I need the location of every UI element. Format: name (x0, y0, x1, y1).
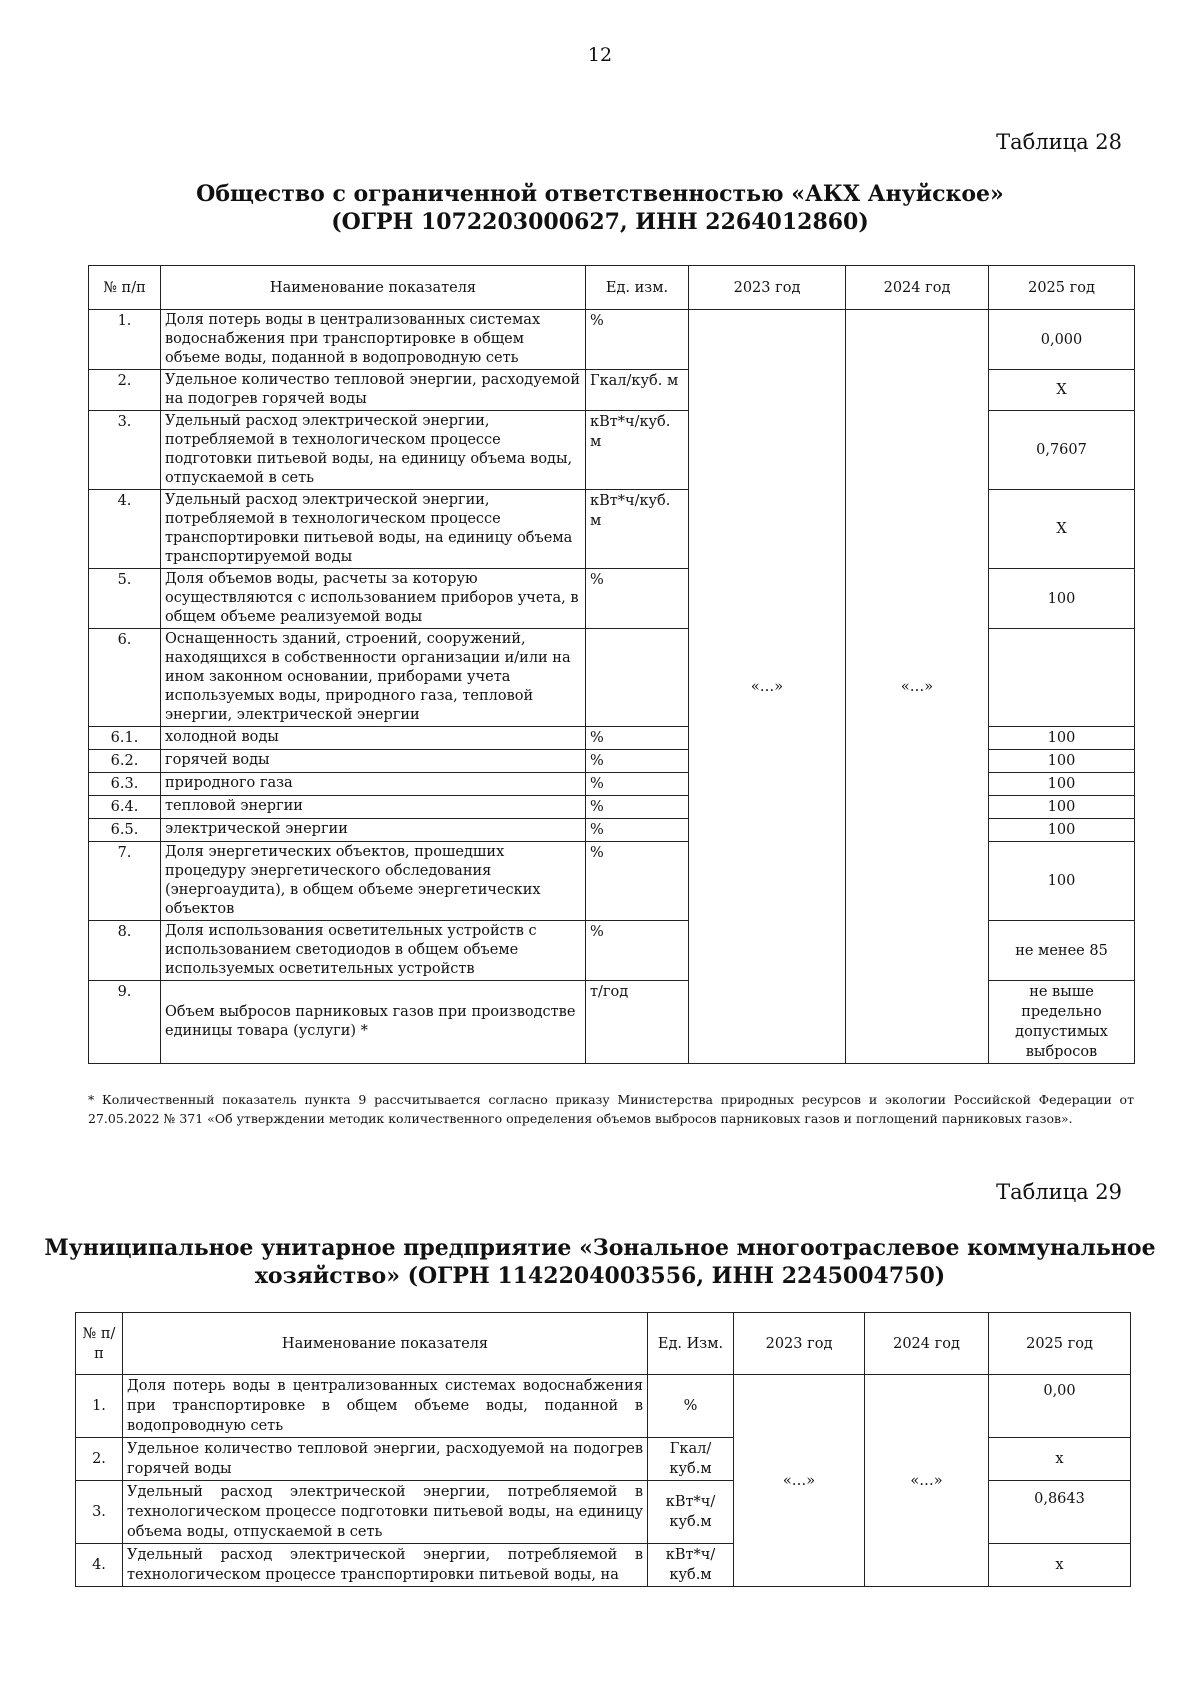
row-unit: % (586, 310, 689, 370)
row-unit (586, 629, 689, 727)
row-unit: т/год (586, 981, 689, 1064)
row-num: 5. (89, 569, 161, 629)
row-num: 9. (89, 981, 161, 1064)
row-num: 8. (89, 921, 161, 981)
row-unit: % (586, 796, 689, 819)
row-num: 4. (76, 1544, 123, 1587)
row-2025: х (989, 1544, 1131, 1587)
row-2025: 0,8643 (989, 1481, 1131, 1544)
row-2025: 100 (989, 796, 1135, 819)
row-2025: не выше предельно допустимых выбросов (989, 981, 1135, 1064)
row-num: 3. (89, 411, 161, 490)
row-num: 6.5. (89, 819, 161, 842)
table-28 (88, 265, 1135, 1064)
header-2025: 2025 год (989, 266, 1135, 310)
row-unit: кВт*ч/ куб.м (648, 1544, 734, 1587)
org-title-line2: (ОГРН 1072203000627, ИНН 2264012860) (331, 209, 869, 235)
row-name: Удельное количество тепловой энергии, расходуемой на подогрев горячей воды (161, 370, 586, 411)
row-unit: % (586, 750, 689, 773)
header-num: № п/п (89, 266, 161, 310)
row-2025: 100 (989, 727, 1135, 750)
row-unit: % (586, 727, 689, 750)
row-num: 1. (76, 1375, 123, 1438)
row-num: 6.4. (89, 796, 161, 819)
row-unit: Гкал/куб. м (586, 370, 689, 411)
table-28-organization-title (0, 180, 1200, 236)
row-2025: 100 (989, 773, 1135, 796)
header-unit: Ед. Изм. (648, 1313, 734, 1375)
header-name: Наименование показателя (123, 1313, 648, 1375)
table-row (89, 310, 1135, 370)
org-title-line1: Общество с ограниченной ответственностью «АКХ Ануйское» (196, 181, 1004, 207)
header-name: Наименование показателя (161, 266, 586, 310)
page-number: 12 (587, 44, 613, 66)
row-unit: % (586, 819, 689, 842)
row-2025: Х (989, 490, 1135, 569)
row-name: Удельный расход электрической энергии, потребляемой в технологическом процессе транспортировки питьевой воды, на (123, 1544, 648, 1587)
header-2023: 2023 год (734, 1313, 865, 1375)
row-name: тепловой энергии (161, 796, 586, 819)
merged-2023-cell: «…» (689, 310, 846, 1064)
row-num: 6.2. (89, 750, 161, 773)
row-2025: 0,7607 (989, 411, 1135, 490)
header-unit: Ед. изм. (586, 266, 689, 310)
table-29 (75, 1312, 1131, 1587)
row-name: Доля объемов воды, расчеты за которую осуществляются с использованием приборов учета, в общем объеме реализуемой воды (161, 569, 586, 629)
row-2025 (989, 629, 1135, 727)
row-name: холодной воды (161, 727, 586, 750)
row-2025: 0,000 (989, 310, 1135, 370)
row-2025: 100 (989, 750, 1135, 773)
row-name: Удельное количество тепловой энергии, расходуемой на подогрев горячей воды (123, 1438, 648, 1481)
row-2025: х (989, 1438, 1131, 1481)
org-title-line2: хозяйство» (ОГРН 1142204003556, ИНН 2245004750) (254, 1263, 946, 1289)
header-2023: 2023 год (689, 266, 846, 310)
table-header-row (89, 266, 1135, 310)
row-name: электрической энергии (161, 819, 586, 842)
row-2025: 100 (989, 842, 1135, 921)
row-2025: не менее 85 (989, 921, 1135, 981)
row-num: 1. (89, 310, 161, 370)
row-name: Удельный расход электрической энергии, потребляемой в технологическом процессе подготовки питьевой воды, на единицу объема воды, отпускаемой в сеть (123, 1481, 648, 1544)
row-name: природного газа (161, 773, 586, 796)
row-unit: Гкал/ куб.м (648, 1438, 734, 1481)
table-29-caption: Таблица 29 (996, 1180, 1122, 1204)
merged-2023-cell: «…» (734, 1375, 865, 1587)
header-2024: 2024 год (865, 1313, 989, 1375)
row-2025: 100 (989, 569, 1135, 629)
row-unit: % (586, 842, 689, 921)
row-num: 6.1. (89, 727, 161, 750)
row-2025: 100 (989, 819, 1135, 842)
row-unit: % (648, 1375, 734, 1438)
table-row (76, 1375, 1131, 1438)
row-num: 6.3. (89, 773, 161, 796)
footnote: * Количественный показатель пункта 9 рассчитывается согласно приказу Министерства природных ресурсов и экологии Российской Федерации от 27.05.2022 № 371 «Об утверждении методик количественного определения объемов выбросов парниковых газов и поглощений парниковых газов». (88, 1092, 1134, 1126)
row-name: горячей воды (161, 750, 586, 773)
header-2025: 2025 год (989, 1313, 1131, 1375)
row-num: 2. (76, 1438, 123, 1481)
row-num: 3. (76, 1481, 123, 1544)
merged-2024-cell: «…» (865, 1375, 989, 1587)
table-header-row (76, 1313, 1131, 1375)
row-num: 4. (89, 490, 161, 569)
row-unit: % (586, 773, 689, 796)
row-num: 6. (89, 629, 161, 727)
row-name: Доля потерь воды в централизованных системах водоснабжения при транспортировке в общем объеме воды, поданной в водопроводную сеть (123, 1375, 648, 1438)
row-name: Доля энергетических объектов, прошедших процедуру энергетического обследования (энергоаудита), в общем объеме энергетических объектов (161, 842, 586, 921)
header-2024: 2024 год (846, 266, 989, 310)
row-2025: Х (989, 370, 1135, 411)
row-unit: % (586, 569, 689, 629)
table-28-caption: Таблица 28 (996, 130, 1122, 154)
row-name: Доля потерь воды в централизованных системах водоснабжения при транспортировке в общем объеме воды, поданной в водопроводную сеть (161, 310, 586, 370)
row-unit: кВт*ч/куб. м (586, 490, 689, 569)
row-num: 7. (89, 842, 161, 921)
row-unit: кВт*ч/ куб.м (648, 1481, 734, 1544)
row-name: Доля использования осветительных устройств с использованием светодиодов в общем объеме используемых осветительных устройств (161, 921, 586, 981)
merged-2024-cell: «…» (846, 310, 989, 1064)
row-name: Удельный расход электрической энергии, потребляемой в технологическом процессе подготовки питьевой воды, на единицу объема воды, отпускаемой в сеть (161, 411, 586, 490)
row-name: Объем выбросов парниковых газов при производстве единицы товара (услуги) * (161, 981, 586, 1064)
row-name: Оснащенность зданий, строений, сооружений, находящихся в собственности организации и/или на ином законном основании, приборами учета используемых воды, природного газа, тепловой энергии, электрической энергии (161, 629, 586, 727)
row-unit: % (586, 921, 689, 981)
row-num: 2. (89, 370, 161, 411)
org-title-line1: Муниципальное унитарное предприятие «Зональное многоотраслевое коммунальное (44, 1235, 1156, 1261)
row-2025: 0,00 (989, 1375, 1131, 1438)
table-29-organization-title (0, 1234, 1200, 1290)
row-name: Удельный расход электрической энергии, потребляемой в технологическом процессе транспортировки питьевой воды, на единицу объема транспортируемой воды (161, 490, 586, 569)
header-num: № п/п (76, 1313, 123, 1375)
row-unit: кВт*ч/куб. м (586, 411, 689, 490)
